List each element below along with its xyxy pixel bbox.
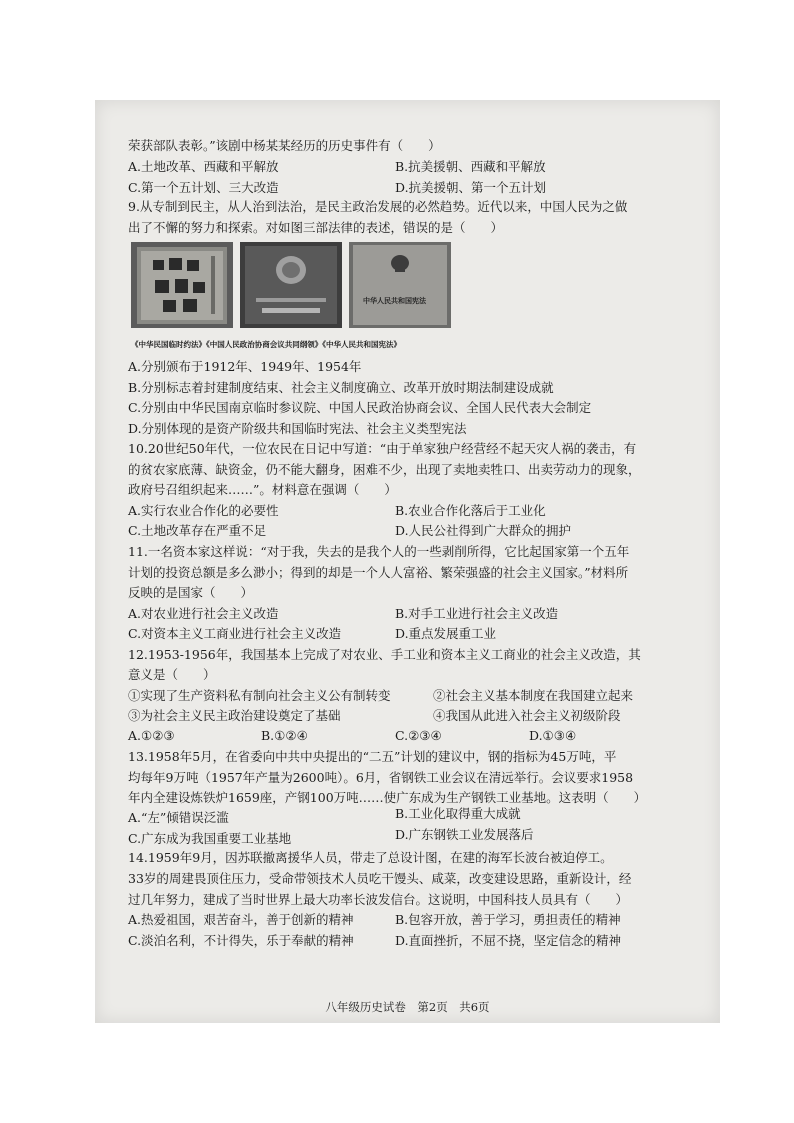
q10-option-a: A.实行农业合作化的必要性 (128, 503, 279, 518)
exam-page (95, 100, 720, 1023)
q14-option-d: D.直面挫折，不屈不挠，坚定信念的精神 (395, 933, 622, 948)
q8-option-c: C.第一个五计划、三大改造 (128, 180, 279, 195)
q14-stem-line3: 过几年努力，建成了当时世界上最大功率长波发信台。这说明，中国科技人员具有（ ） (128, 892, 629, 907)
q13-option-b: B.工业化取得重大成就 (395, 806, 521, 821)
q12-option-b: B.①②④ (261, 728, 308, 743)
q11-stem-line3: 反映的是国家（ ） (128, 585, 254, 600)
q10-stem-line1: 10.20世纪50年代，一位农民在日记中写道：“由于单家独户经营经不起天灾人祸的袭击，有 (128, 441, 637, 456)
q9-stem-line1: 9.从专制到民主，从人治到法治，是民主政治发展的必然趋势。近代以来，中国人民为之做 (128, 199, 628, 214)
q13-stem-line3: 年内全建设炼铁炉1659座，产钢100万吨……使广东成为生产钢铁工业基地。这表明（ ） (128, 790, 647, 805)
q13-option-c: C.广东成为我国重要工业基地 (128, 831, 292, 846)
constitution-cover-title: 中华人民共和国宪法 (363, 296, 426, 305)
q11-option-c: C.对资本主义工商业进行社会主义改造 (128, 626, 342, 641)
q9-option-c: C.分别由中华民国南京临时参议院、中国人民政治协商会议、全国人民代表大会制定 (128, 400, 592, 415)
q14-option-c: C.淡泊名利，不计得失，乐于奉献的精神 (128, 933, 354, 948)
provisional-constitution-photo (131, 242, 233, 328)
q8-stem-end: 荣获部队表彰。”该剧中杨某某经历的历史事件有（ ） (128, 138, 441, 153)
q9-option-d: D.分别体现的是资产阶级共和国临时宪法、社会主义类型宪法 (128, 421, 467, 436)
q13-stem-line2: 均每年9万吨（1957年产量为2600吨）。6月，省钢铁工业会议在清远举行。会议要求1958 (128, 770, 634, 785)
constitution-1954-photo (349, 242, 451, 328)
q12-stem-line2: 意义是（ ） (128, 667, 216, 682)
q10-option-b: B.农业合作化落后于工业化 (395, 503, 546, 518)
q9-option-b: B.分别标志着封建制度结束、社会主义制度确立、改革开放时期法制建设成就 (128, 380, 554, 395)
q10-stem-line2: 的贫农家底薄、缺资金，仍不能大翻身，困难不少，出现了卖地卖牲口、出卖劳动力的现象， (128, 462, 641, 477)
q11-option-b: B.对手工业进行社会主义改造 (395, 606, 559, 621)
q9-stem-line2: 出了不懈的努力和探索。对如图三部法律的表述，错误的是（ ） (128, 220, 504, 235)
q12-statement-4: ④我国从此进入社会主义初级阶段 (433, 708, 621, 723)
q9-option-a: A.分别颁布于1912年、1949年、1954年 (128, 359, 362, 374)
common-program-photo (240, 242, 342, 328)
q12-option-a: A.①②③ (128, 728, 175, 743)
q13-stem-line1: 13.1958年5月，在省委向中共中央提出的“二五”计划的建议中，钢的指标为45万吨，平 (128, 749, 617, 764)
q12-statement-2: ②社会主义基本制度在我国建立起来 (433, 688, 634, 703)
q8-option-b: B.抗美援朝、西藏和平解放 (395, 159, 546, 174)
q14-option-a: A.热爱祖国，艰苦奋斗，善于创新的精神 (128, 912, 354, 927)
q12-statement-1: ①实现了生产资料私有制向社会主义公有制转变 (128, 688, 391, 703)
q10-option-d: D.人民公社得到广大群众的拥护 (395, 523, 572, 538)
q14-option-b: B.包容开放，善于学习，勇担责任的精神 (395, 912, 621, 927)
q11-stem-line2: 计划的投资总额是多么渺小；得到的却是一个人人富裕、繁荣强盛的社会主义国家。”材料所 (128, 565, 629, 580)
law-photos-caption: 《中华民国临时约法》《中国人民政治协商会议共同纲领》《中华人民共和国宪法》 (131, 340, 401, 349)
q11-option-d: D.重点发展重工业 (395, 626, 497, 641)
q12-option-d: D.①③④ (529, 728, 577, 743)
q14-stem-line2: 33岁的周建畏顶住压力，受命带领技术人员吃干馒头、咸菜，改变建设思路，重新设计，经 (128, 871, 632, 886)
q12-option-c: C.②③④ (395, 728, 442, 743)
page-footer: 八年级历史试卷 第2页 共6页 (325, 1000, 490, 1014)
q12-statement-3: ③为社会主义民主政治建设奠定了基础 (128, 708, 341, 723)
q11-stem-line1: 11.一名资本家这样说：“对于我，失去的是我个人的一些剥削所得，它比起国家第一个五年 (128, 544, 630, 559)
q10-option-c: C.土地改革存在严重不足 (128, 523, 267, 538)
q10-stem-line3: 政府号召组织起来……”。材料意在强调（ ） (128, 482, 397, 497)
q14-stem-line1: 14.1959年9月，因苏联撤离援华人员，带走了总设计图，在建的海军长波台被迫停工。 (128, 850, 613, 865)
law-book-photos (131, 242, 471, 354)
q11-option-a: A.对农业进行社会主义改造 (128, 606, 279, 621)
q13-option-a: A.“左”倾错误泛滥 (128, 810, 229, 825)
q12-stem-line1: 12.1953-1956年，我国基本上完成了对农业、手工业和资本主义工商业的社会主义改造，其 (128, 647, 641, 662)
q13-option-d: D.广东钢铁工业发展落后 (395, 827, 534, 842)
q8-option-a: A.土地改革、西藏和平解放 (128, 159, 279, 174)
q8-option-d: D.抗美援朝、第一个五计划 (395, 180, 547, 195)
